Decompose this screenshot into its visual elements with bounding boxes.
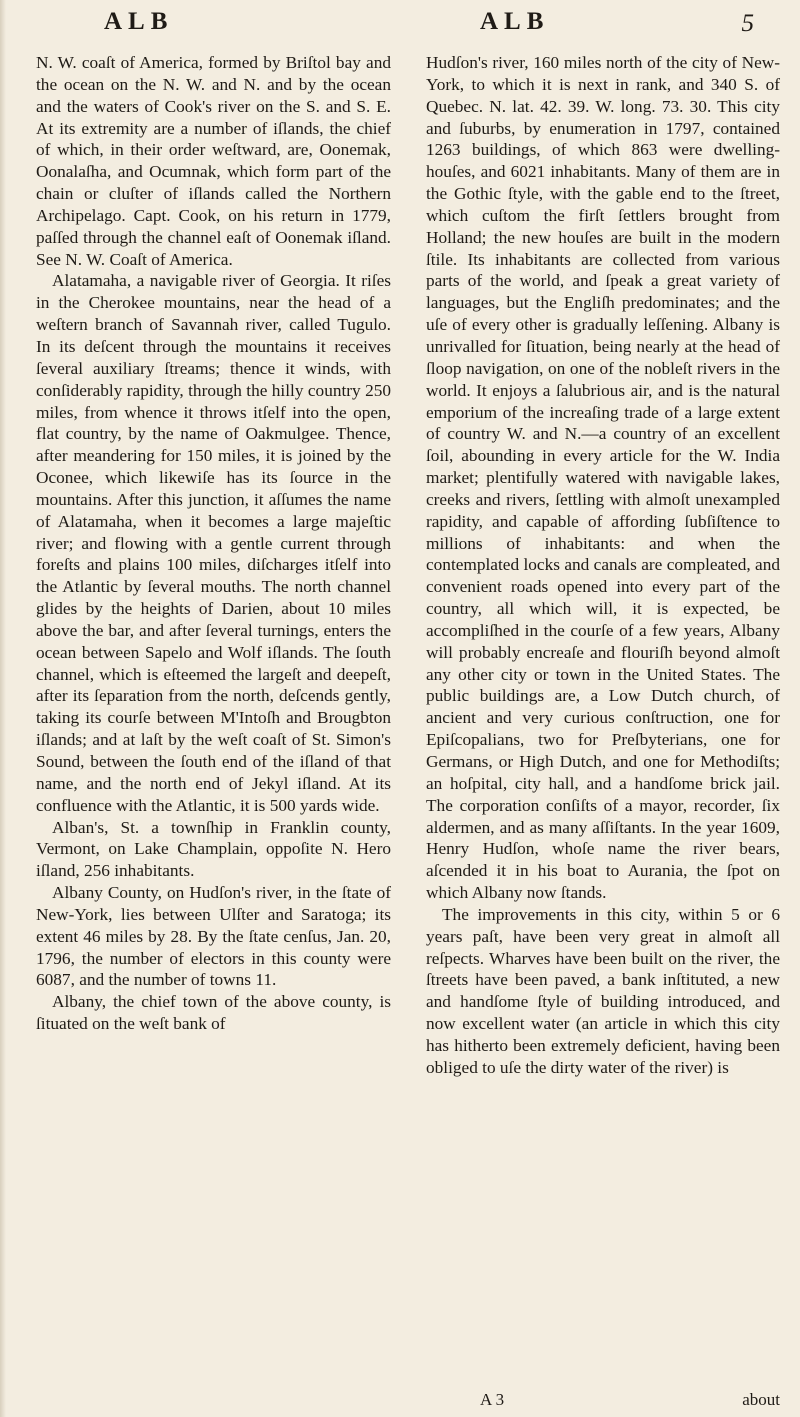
entry-albany-improvements: The improvements in this city, within 5 or 6 years paſt, have been very great in almoſt all reſpects. Wharves have been built on the river, the ſtreets have been paved, a bank inſtituted, a new and handſome ſtyle of building introduced, and now excellent water (an article in which this city has hitherto been extremely deficient, having been obliged to uſe the dirty water of the river) is [426,904,780,1077]
entry-continuation: N. W. coaſt of America, formed by Briſtol bay and the ocean on the N. W. and N. and by the ocean and the waters of Cook's river on the S. and S. E. At its extremity are a number of iſlands, the chief of which, in their order weſtward, are, Oonemak, Oonalaſha, and Ocumnak, which form part of the chain or cluſter of iſlands called the Northern Archipelago. Capt. Cook, on his return in 1779, paſſed through the channel eaſt of Oonemak iſland. See N. W. Coaſt of America. [36,53,391,269]
entry-alatamaha: Alatamaha, a navigable river of Georgia. It riſes in the Cherokee mountains, near the head of a weſtern branch of Savannah river, called Tugulo. In its deſcent through the mountains it receives ſeveral auxiliary ſtreams; thence it winds, with conſiderably rapidity, through the hilly country 250 miles, from whence it throws itſelf into the open, flat country, by the name of Oakmulgee. Thence, after meandering for 150 miles, it is joined by the Oconee, which likewiſe has its ſource in the mountains. After this junction, it aſſumes the name of Alatamaha, when it becomes a large majeſtic river; and flowing with a gentle current through foreſts and plains 100 miles, diſcharges itſelf into the Atlantic by ſeveral mouths. The north channel glides by the heights of Darien, about 10 miles above the bar, and after ſeveral turnings, enters the ocean between Sapelo and Wolf iſlands. The ſouth channel, which is eſteemed the largeſt and deepeſt, after its ſeparation from the north, deſcends gently, taking its courſe between M'Intoſh and Brougbton iſlands; and at laſt by the weſt coaſt of St. Simon's Sound, between the ſouth end of the iſland of that name, and the north end of Jekyl iſland. At its confluence with the Atlantic, it is 500 yards wide. [36,271,391,815]
entry-albany-continued: Hudſon's river, 160 miles north of the city of New-York, to which it is next in rank, and 340 S. of Quebec. N. lat. 42. 39. W. long. 73. 30. This city and ſuburbs, by enumeration in 1797, contained 1263 buildings, of which 863 were dwelling-houſes, and 6021 inhabitants. Many of them are in the Gothic ſtyle, with the gable end to the ſtreet, which cuſtom the firſt ſettlers brought from Holland; the new houſes are built in the modern ſtile. Its inhabitants are collected from various parts of the world, and ſpeak a great variety of languages, but the Engliſh predominates; and the uſe of every other is gradually leſſening. Albany is unrivalled for ſituation, being nearly at the head of ſloop navigation, on one of the nobleſt rivers in the world. It enjoys a ſalubrious air, and is the natural emporium of the increaſing trade of a large extent of country W. and N.—a country of an excellent ſoil, abounding in every article for the W. India market; plentifully watered with navigable lakes, creeks and rivers, ſettling with almoſt unexampled rapidity, and capable of affording ſubſiſtence to millions of inhabitants: and when the contemplated locks and canals are compleated, and convenient roads opened into every part of the country, all which will, it is expected, be accompliſhed in the courſe of a few years, Albany will probably encreaſe and flouriſh beyond almoſt any other city or town in the United States. The public buildings are, a Low Dutch church, of ancient and very curious conſtruction, one for Epiſcopalians, two for Preſbyterians, one for Germans, or High Dutch, and one for Methodiſts; an hoſpital, city hall, and a handſome brick jail. The corporation conſiſts of a mayor, recorder, ſix aldermen, and as many aſſiſtants. In the year 1609, Henry Hudſon, whoſe name the river bears, aſcended it in his boat to Aurania, the ſpot on which Albany now ſtands. [426,53,780,903]
left-column [36,52,391,1035]
page-footer [480,1390,780,1414]
folio-number: 5 [741,10,760,37]
entry-albans: Alban's, St. a townſhip in Franklin county, Vermont, on Lake Champlain, oppoſite N. Hero iſland, 256 inhabitants. [36,817,391,881]
entry-albany-county: Albany County, on Hudſon's river, in the ſtate of New-York, lies between Ulſter and Saratoga; its extent 46 miles by 28. By the ſtate cenſus, Jan. 20, 1796, the number of electors in this county were 6087, and the number of towns 11. [36,883,391,990]
running-header [36,8,772,48]
entry-albany-town: Albany, the chief town of the above county, is ſituated on the weſt bank of [36,992,391,1034]
catchword: about [742,1390,780,1409]
signature-mark: A 3 [480,1390,505,1409]
right-column [426,52,780,1079]
running-head-right: ALB [480,8,550,35]
page-fold-shadow [0,0,6,1417]
running-head-left: ALB [104,8,174,35]
